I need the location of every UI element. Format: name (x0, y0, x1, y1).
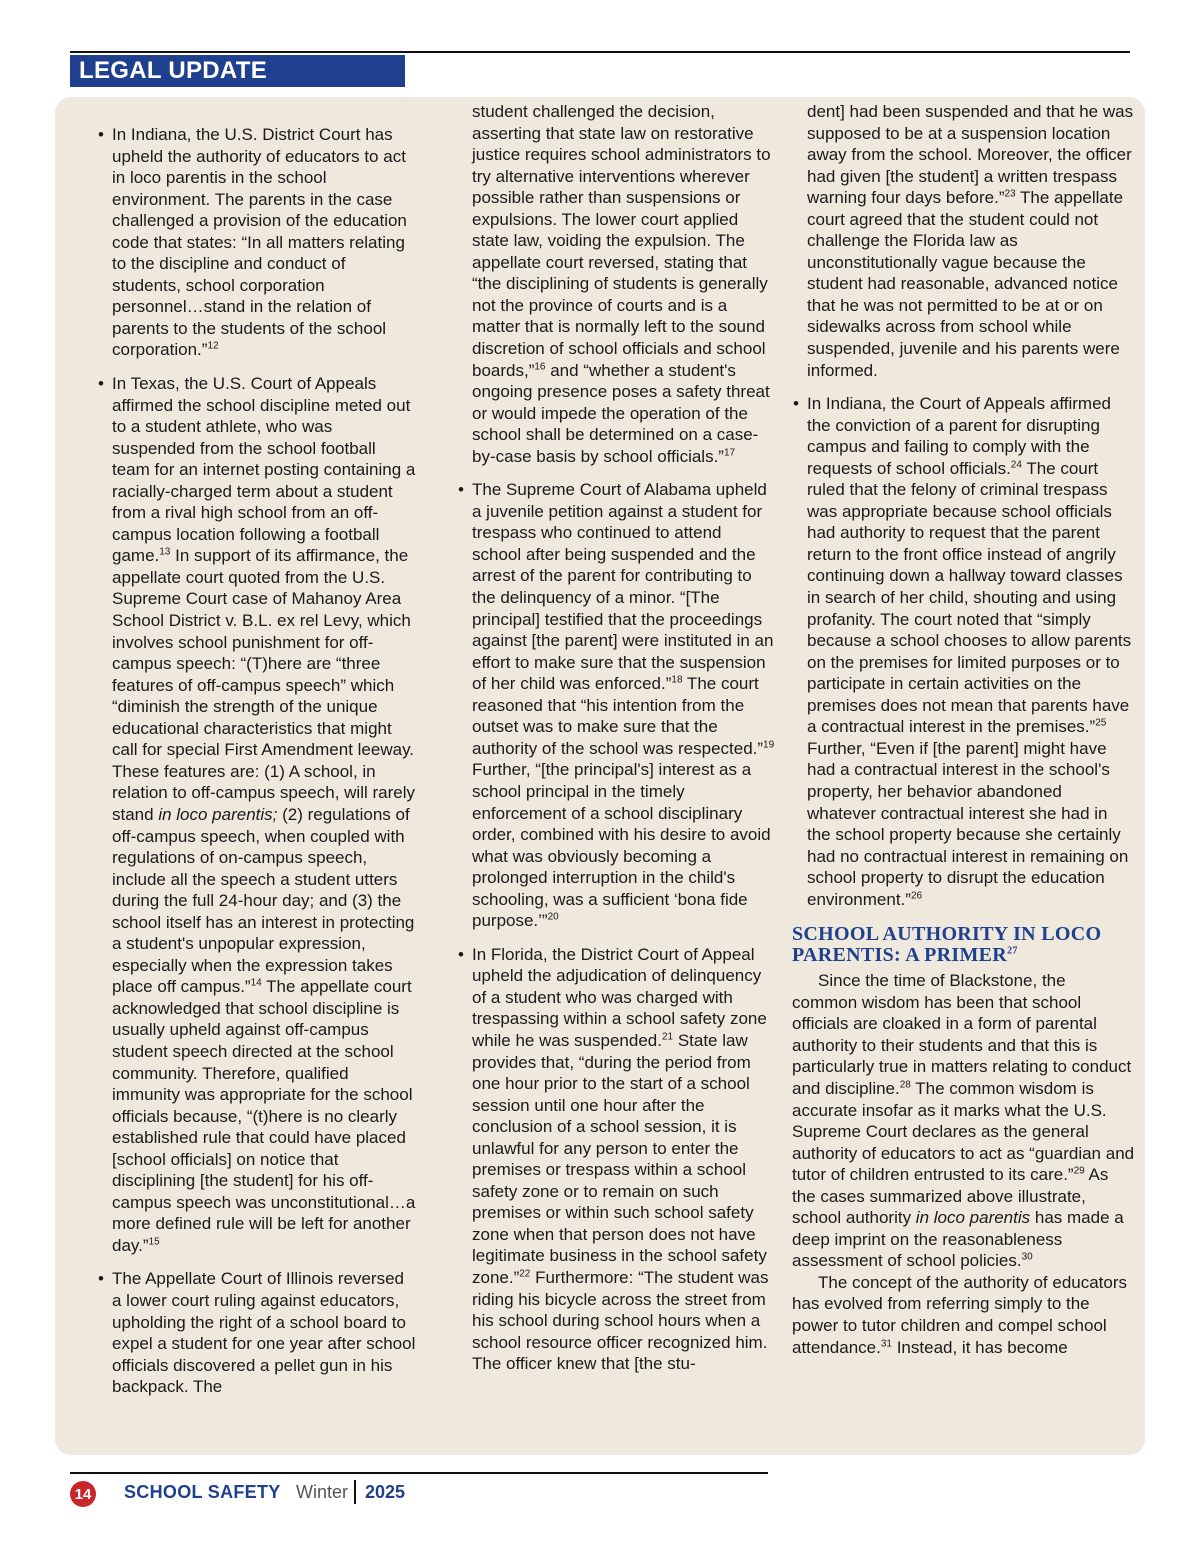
footnote-ref: 14 (250, 977, 262, 989)
text-run: In support of its affirmance, the appellate court quoted from the U.S. Supreme Court case of Mahanoy Area School District v. B.L. ex rel Levy, which involves school punishment for off-campus speech: “(T)here are “three features of off-campus speech” which “diminish the strength of the unique educational characteristics that might call for special First Amendment leeway. These features are: (1) A school, in relation to off-campus speech, will rarely stand (112, 546, 415, 824)
page-number-badge: 14 (70, 1481, 96, 1507)
footnote-ref: 16 (534, 360, 546, 372)
bullet-texas-appeals (97, 373, 417, 1256)
italic-term: in loco parentis; (158, 804, 278, 824)
text-run: In Indiana, the U.S. District Court has upheld the authority of educators to act in loco parentis in the school environment. The parents in the case challenged a provision of the education code that states: “In all matters relating to the discipline and conduct of students, school corporation personnel…stand in the relation of parents to the students of the school corporation.” (112, 125, 407, 360)
text-run: The court reasoned that “his intention from the outset was to make sure that the authority of the school was respected.” (472, 674, 764, 758)
footnote-ref: 15 (148, 1236, 160, 1248)
footnote-ref: 30 (1021, 1251, 1033, 1263)
text-run: State law provides that, “during the period from one hour prior to the start of a school session until one hour after the conclusion of a school session, it is unlawful for any person to enter the premises or trespass within a school safety zone or to remain on such premises or within such school safety zone when that person does not have legitimate business in the school safety zone.” (472, 1030, 767, 1287)
text-run: The court ruled that the felony of criminal trespass was appropriate because school officials had authority to request that the parent return to the front office instead of angrily continuing down a hallway toward classes in search of her child, shouting and using profanity. The court noted that “simply because a school chooses to allow parents on the premises for limited purposes or to participate in certain activities on the premises does not mean that parents have a contractual interest in the premises.” (807, 458, 1132, 737)
column-1 (97, 124, 417, 1410)
bullet-icon: • (458, 944, 464, 964)
bullet-florida-district (457, 944, 775, 1375)
text-run: (2) regulations of off-campus speech, when coupled with regulations of on-campus speech, include all the speech a student utters during the full 24-hour day; and (3) the school itself has an interest in protecting a student's unpopular expression, especially when the expression takes place off campus.” (112, 804, 415, 997)
bullet-text (472, 944, 775, 1375)
text-run: In Florida, the District Court of Appeal upheld the adjudication of delinquency of a student who was charged with trespassing within a school safety zone while he was suspended. (472, 944, 767, 1050)
footnote-ref: 22 (519, 1268, 531, 1280)
section-label: LEGAL UPDATE (70, 55, 405, 87)
footnote-ref: 13 (159, 546, 171, 558)
footnote-ref: 28 (899, 1079, 911, 1091)
text-run: The concept of the authority of educators has evolved from referring simply to the power to tutor children and compel school attendance. (792, 1272, 1128, 1357)
footnote-ref: 29 (1073, 1165, 1085, 1177)
body-paragraph (792, 1272, 1135, 1358)
bullet-illinois-appellate (97, 1268, 417, 1397)
column-3 (792, 101, 1135, 1358)
footnote-ref: 31 (880, 1337, 892, 1349)
footnote-ref: 24 (1010, 459, 1022, 471)
text-run: The Supreme Court of Alabama upheld a juvenile petition against a student for trespass who continued to attend school after being suspended and the arrest of the parent for contributing to the delinquency of a minor. “[The principal] testified that the proceedings against [the parent] were instituted in an effort to make sure that the suspension of her child was enforced.” (472, 480, 774, 694)
text-run: has made a deep imprint on the reasonableness assessment of school policies. (792, 1208, 1124, 1271)
footnote-ref: 25 (1095, 717, 1107, 729)
footnote-ref: 19 (763, 739, 775, 751)
text-run: student challenged the decision, asserting that state law on restorative justice requires school administrators to try alternative interventions wherever possible rather than suspensions or expulsions. The lower court applied state law, voiding the expulsion. The appellate court reversed, stating that “the disciplining of students is generally not the province of courts and is a matter that is normally left to the sound discretion of school officials and school boards,” (472, 102, 771, 380)
bullet-indiana-appeals (792, 393, 1135, 910)
column-2 (457, 101, 775, 1387)
bullet-text (112, 373, 417, 1256)
bullet-indiana-district (97, 124, 417, 361)
bullet-continuation (457, 101, 775, 467)
body-paragraph (792, 970, 1135, 1272)
top-rule (70, 51, 1130, 53)
footer-rule (70, 1472, 768, 1474)
footnote-ref: 17 (723, 447, 736, 459)
bullet-text: The Appellate Court of Illinois reversed a lower court ruling against educators, upholding the right of a school board to expel a student for one year after school officials discovered a pellet gun in his backpack. The (112, 1269, 416, 1397)
bullet-icon: • (793, 394, 799, 414)
text-run: The common wisdom is accurate insofar as it marks what the U.S. Supreme Court declares as the general authority of educators to act as “guardian and tutor of children entrusted to its care.” (792, 1078, 1135, 1185)
footnote-ref: 12 (207, 340, 219, 352)
text-run: Since the time of Blackstone, the common wisdom has been that school officials are cloaked in a form of parental authority to their students and that this is particularly true in matters relating to conduct and discipline. (792, 971, 1132, 1098)
bullet-continuation (792, 101, 1135, 381)
text-run: The appellate court agreed that the student could not challenge the Florida law as unconstitutionally vague because the student had reasonable, advanced notice that he was not permitted to be at or on sidewalks across from school while suspended, juvenile and his parents were informed. (807, 188, 1124, 380)
footnote-ref: 21 (661, 1031, 674, 1043)
text-run: Further, “Even if [the parent] might have had a contractual interest in the school's property, her behavior abandoned whatever contractual interest she had in the school property because she certainly had no contractual interest in remaining on school property to disrupt the education environment.” (807, 738, 1129, 909)
text-run: dent] had been suspended and that he was supposed to be at a suspension location away from the school. Moreover, the officer had given [the student] a written trespass warning four days before.” (807, 102, 1134, 208)
footer-divider (354, 1480, 356, 1504)
italic-term: in loco parentis (915, 1208, 1031, 1228)
text-run: In Texas, the U.S. Court of Appeals affirmed the school discipline meted out to a student athlete, who was suspended from the school football team for an internet posting containing a racially-charged term about a student from a rival high school from an off-campus location following a football game. (112, 374, 416, 566)
footnote-ref: 20 (547, 911, 559, 923)
footnote-ref: 27 (1007, 945, 1018, 957)
bullet-text (112, 124, 417, 361)
bullet-icon: • (98, 374, 104, 394)
footnote-ref: 18 (671, 674, 683, 686)
footnote-ref: 26 (910, 890, 923, 902)
text-run: In Indiana, the Court of Appeals affirmed the conviction of a parent for disrupting campus and failing to comply with the requests of school officials. (807, 394, 1111, 478)
magazine-title: SCHOOL SAFETY (124, 1482, 281, 1502)
text-run: Instead, it has become (891, 1337, 1068, 1357)
text-run: The appellate court acknowledged that school discipline is usually upheld against off-campus student speech directed at the school community. Therefore, qualified immunity was appropriate for the school officials because, “(t)here is no clearly established rule that could have placed [school officials] on notice that disciplining [the student] for his off-campus speech was unconstitutional…a more defined rule will be left for another day.” (112, 977, 416, 1255)
heading-text: SCHOOL AUTHORITY IN LOCO PARENTIS: A PRIMER (792, 923, 1102, 967)
text-run: Further, “[the principal's] interest as a school principal in the timely enforcement of a school disciplinary order, combined with his desire to avoid what was obviously becoming a prolonged interruption in the child's schooling, was a sufficient ‘bona fide purpose.’” (472, 760, 771, 931)
bullet-icon: • (98, 1269, 104, 1289)
text-run: and “whether a student's ongoing presence poses a safety threat or would impede the operation of the school shall be determined on a case-by-case basis by school officials.” (472, 360, 770, 466)
issue-season: Winter (296, 1482, 349, 1502)
bullet-text (472, 479, 775, 931)
footnote-ref: 23 (1004, 188, 1016, 200)
issue-year: 2025 (365, 1482, 406, 1502)
section-heading (792, 924, 1135, 966)
bullet-text (807, 393, 1135, 910)
bullet-icon: • (98, 125, 104, 144)
text-run: Furthermore: “The student was riding his bicycle across the street from his school during school hours when a school resource officer recognized him. The officer knew that [the stu- (472, 1267, 769, 1374)
bullet-icon: • (458, 480, 464, 500)
bullet-alabama-supreme (457, 479, 775, 931)
text-run: As the cases summarized above illustrate, school authority (792, 1165, 1109, 1228)
